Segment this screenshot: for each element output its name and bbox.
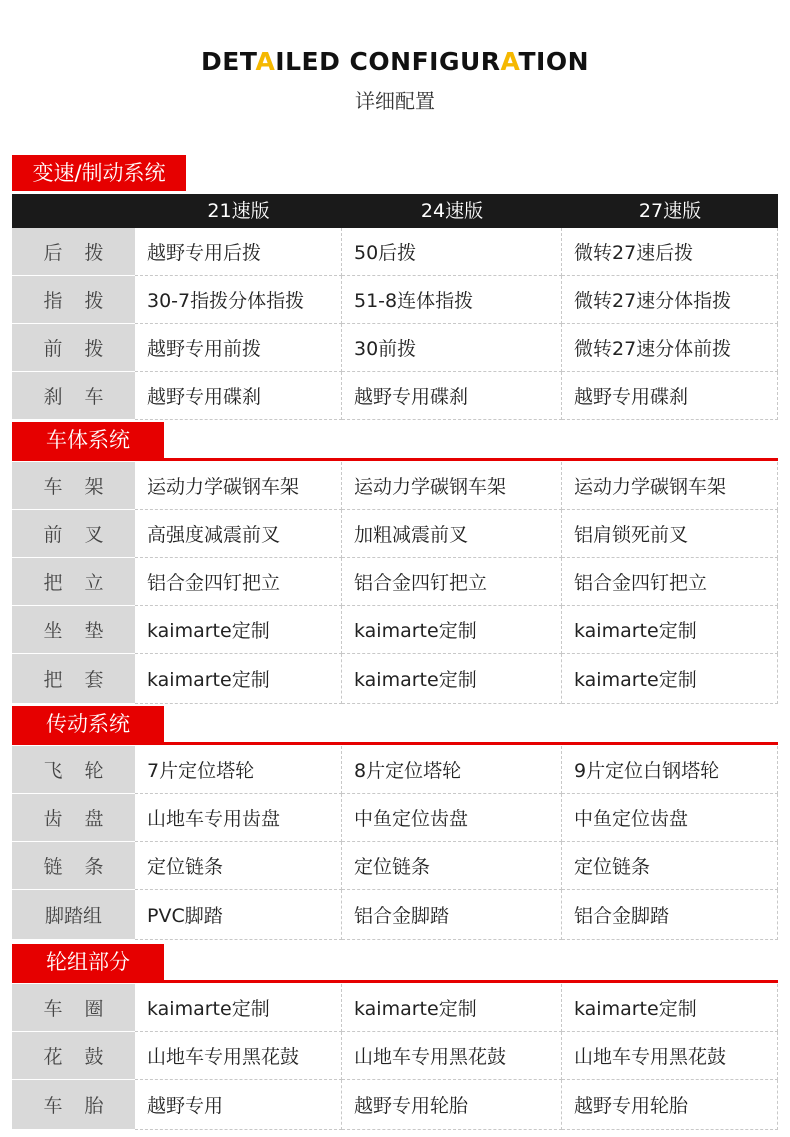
spec-cell: 山地车专用黑花鼓 — [135, 1032, 342, 1080]
spec-row-brake — [12, 372, 778, 420]
spec-row-hub — [12, 1032, 778, 1080]
spec-cell: 铝合金四钉把立 — [342, 558, 562, 606]
spec-row-grip — [12, 654, 778, 704]
row-label: 刹车 — [12, 372, 135, 420]
spec-cell: 7片定位塔轮 — [135, 746, 342, 794]
spec-cell: 高强度减震前叉 — [135, 510, 342, 558]
row-label: 指拨 — [12, 276, 135, 324]
column-header-row — [12, 194, 778, 228]
spec-cell: 9片定位白钢塔轮 — [562, 746, 778, 794]
spec-cell: 微转27速后拨 — [562, 228, 778, 276]
section-divider — [12, 980, 778, 983]
spec-cell: 运动力学碳钢车架 — [342, 462, 562, 510]
spec-row-stem — [12, 558, 778, 606]
spec-cell: 8片定位塔轮 — [342, 746, 562, 794]
spec-cell: 定位链条 — [562, 842, 778, 890]
spec-cell: kaimarte定制 — [135, 606, 342, 654]
spec-cell: 加粗减震前叉 — [342, 510, 562, 558]
title-chinese: 详细配置 — [355, 89, 435, 113]
section-title-body: 车体系统 — [12, 422, 164, 458]
row-label: 花鼓 — [12, 1032, 135, 1080]
spec-cell: 中鱼定位齿盘 — [562, 794, 778, 842]
section-title-transmission-brake: 变速/制动系统 — [12, 155, 186, 191]
spec-cell: 铝肩锁死前叉 — [562, 510, 778, 558]
spec-cell: PVC脚踏 — [135, 890, 342, 940]
spec-cell: 微转27速分体指拨 — [562, 276, 778, 324]
row-label: 齿盘 — [12, 794, 135, 842]
spec-cell: 铝合金脚踏 — [342, 890, 562, 940]
spec-cell: 越野专用轮胎 — [342, 1080, 562, 1130]
column-header-24: 24速版 — [420, 200, 484, 222]
spec-cell: 越野专用碟刹 — [135, 372, 342, 420]
row-label: 飞轮 — [12, 746, 135, 794]
spec-cell: 越野专用轮胎 — [562, 1080, 778, 1130]
spec-cell: 定位链条 — [135, 842, 342, 890]
spec-cell: 越野专用前拨 — [135, 324, 342, 372]
spec-row-tire — [12, 1080, 778, 1130]
spec-cell: 铝合金四钉把立 — [562, 558, 778, 606]
spec-cell: kaimarte定制 — [562, 654, 778, 704]
row-label: 把立 — [12, 558, 135, 606]
spec-cell: kaimarte定制 — [342, 984, 562, 1032]
spec-row-pedals — [12, 890, 778, 940]
spec-row-chainring — [12, 794, 778, 842]
spec-row-freewheel — [12, 746, 778, 794]
spec-cell: 51-8连体指拨 — [342, 276, 562, 324]
spec-cell: kaimarte定制 — [135, 984, 342, 1032]
spec-cell: kaimarte定制 — [135, 654, 342, 704]
spec-cell: kaimarte定制 — [562, 606, 778, 654]
spec-cell: kaimarte定制 — [342, 606, 562, 654]
row-label: 链条 — [12, 842, 135, 890]
spec-cell: 山地车专用黑花鼓 — [342, 1032, 562, 1080]
spec-row-shifter — [12, 276, 778, 324]
row-label: 坐垫 — [12, 606, 135, 654]
spec-row-rear-derailleur — [12, 228, 778, 276]
spec-cell: 中鱼定位齿盘 — [342, 794, 562, 842]
spec-cell: kaimarte定制 — [342, 654, 562, 704]
spec-cell: 山地车专用齿盘 — [135, 794, 342, 842]
spec-cell: 定位链条 — [342, 842, 562, 890]
spec-row-front-derailleur — [12, 324, 778, 372]
row-label: 车圈 — [12, 984, 135, 1032]
spec-cell: 越野专用碟刹 — [562, 372, 778, 420]
row-label: 前叉 — [12, 510, 135, 558]
spec-cell: 50后拨 — [342, 228, 562, 276]
spec-row-fork — [12, 510, 778, 558]
spec-cell: 越野专用 — [135, 1080, 342, 1130]
row-label: 把套 — [12, 654, 135, 704]
spec-cell: 山地车专用黑花鼓 — [562, 1032, 778, 1080]
spec-cell: 微转27速分体前拨 — [562, 324, 778, 372]
column-header-27: 27速版 — [638, 200, 702, 222]
spec-row-chain — [12, 842, 778, 890]
page-header — [0, 0, 790, 150]
spec-cell: 铝合金四钉把立 — [135, 558, 342, 606]
spec-cell: 运动力学碳钢车架 — [562, 462, 778, 510]
row-label: 前拨 — [12, 324, 135, 372]
spec-cell: 30前拨 — [342, 324, 562, 372]
spec-row-rim — [12, 984, 778, 1032]
row-label: 车架 — [12, 462, 135, 510]
spec-row-frame — [12, 462, 778, 510]
section-divider — [12, 458, 778, 461]
spec-cell: 运动力学碳钢车架 — [135, 462, 342, 510]
title-english: DETAILED CONFIGURATION — [200, 47, 589, 76]
section-title-drivetrain: 传动系统 — [12, 706, 164, 742]
spec-cell: 越野专用碟刹 — [342, 372, 562, 420]
spec-row-saddle — [12, 606, 778, 654]
spec-cell: 30-7指拨分体指拨 — [135, 276, 342, 324]
row-label: 车胎 — [12, 1080, 135, 1130]
spec-cell: 铝合金脚踏 — [562, 890, 778, 940]
spec-cell: 越野专用后拨 — [135, 228, 342, 276]
section-divider — [12, 742, 778, 745]
row-label: 后拨 — [12, 228, 135, 276]
spec-cell: kaimarte定制 — [562, 984, 778, 1032]
column-header-21: 21速版 — [207, 200, 270, 222]
row-label: 脚踏组 — [12, 890, 135, 940]
section-title-wheelset: 轮组部分 — [12, 944, 164, 980]
